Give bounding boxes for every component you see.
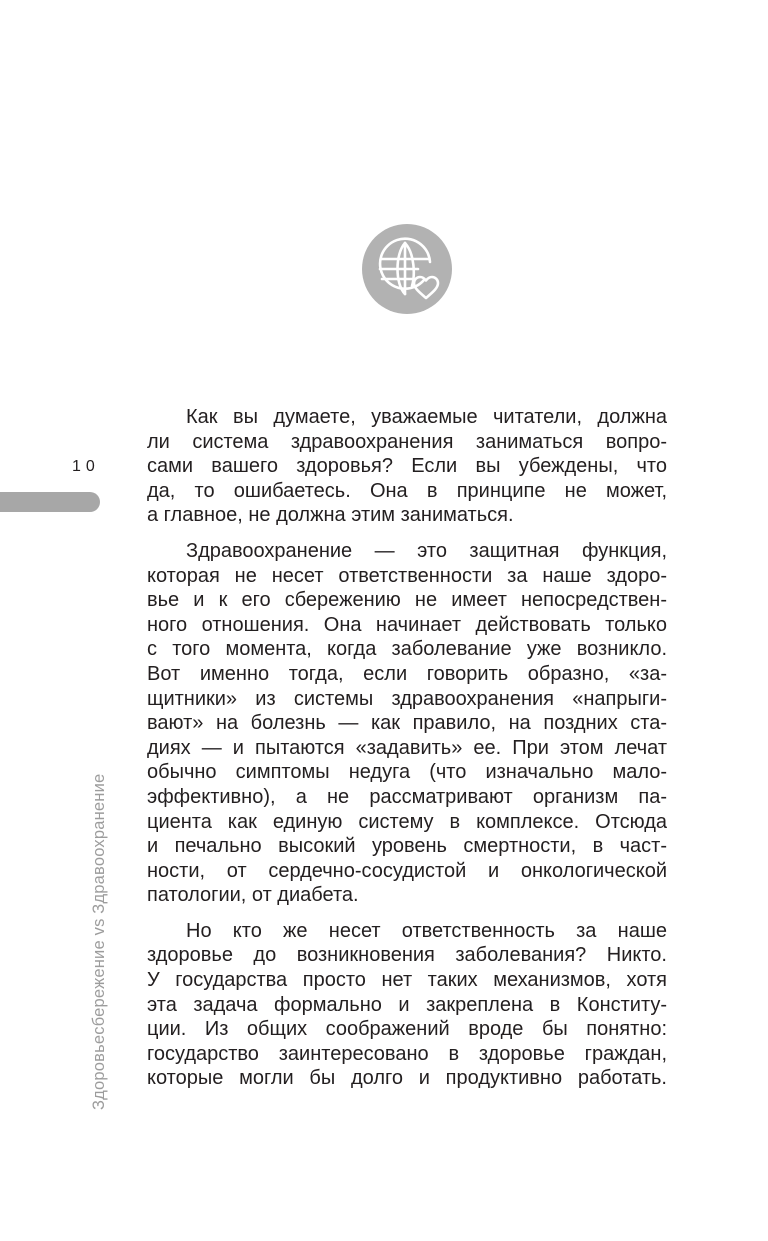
text-line: государство заинтересовано в здоровье граждан, (147, 1042, 667, 1065)
text-line: вают» на болезнь — как правило, на поздних ста- (147, 712, 667, 735)
text-line: которая не несет ответственности за наше здоро- (147, 564, 667, 587)
running-title: Здоровьесбережение vs Здравоохранение (90, 773, 108, 1110)
text-line: да, то ошибаетесь. Она в принципе не может, (147, 479, 667, 502)
page-number: 10 (72, 458, 100, 475)
text-line: патологии, от диабета. (147, 884, 359, 907)
body-text (147, 405, 667, 1091)
text-line: которые могли бы долго и продуктивно работать. (147, 1067, 667, 1090)
text-line: Вот именно тогда, если говорить образно, «за- (147, 662, 667, 685)
text-line: ности, от сердечно-сосудистой и онкологической (147, 859, 667, 882)
text-line: Но кто же несет ответственность за наше (186, 919, 667, 942)
text-line: с того момента, когда заболевание уже возникло. (147, 638, 667, 661)
text-line: и печально высокий уровень смертности, в част- (147, 835, 667, 858)
paragraph (147, 405, 667, 528)
globe-heart-emblem (362, 224, 452, 314)
thumb-tab (0, 492, 100, 512)
text-line: У государства просто нет таких механизмов, хотя (147, 969, 667, 992)
text-line: обычно симптомы недуга (что изначально мало- (147, 761, 667, 784)
text-line: щитники» из системы здравоохранения «напрыги- (147, 687, 667, 710)
text-line: Здравоохранение — это защитная функция, (186, 539, 667, 562)
paragraph (147, 919, 667, 1091)
text-line: сами вашего здоровья? Если вы убеждены, что (147, 455, 667, 478)
text-line: циента как единую систему в комплексе. Отсюда (147, 810, 667, 833)
text-line: Как вы думаете, уважаемые читатели, должна (186, 406, 667, 428)
text-line: эта задача формально и закреплена в Конститу- (147, 993, 667, 1016)
text-line: ли система здравоохранения заниматься вопро- (147, 430, 667, 453)
paragraph (147, 539, 667, 908)
text-line: а главное, не должна этим заниматься. (147, 504, 514, 527)
text-line: эффективно), а не рассматривают организм па- (147, 785, 667, 808)
text-line: ного отношения. Она начинает действовать только (147, 613, 667, 636)
text-line: ции. Из общих соображений вроде бы понятно: (147, 1018, 667, 1041)
globe-heart-icon (362, 224, 452, 314)
text-line: диях — и пытаются «задавить» ее. При этом лечат (147, 736, 667, 759)
text-line: здоровье до возникновения заболевания? Никто. (147, 944, 667, 967)
text-line: вье и к его сбережению не имеет непосредствен- (147, 589, 667, 612)
